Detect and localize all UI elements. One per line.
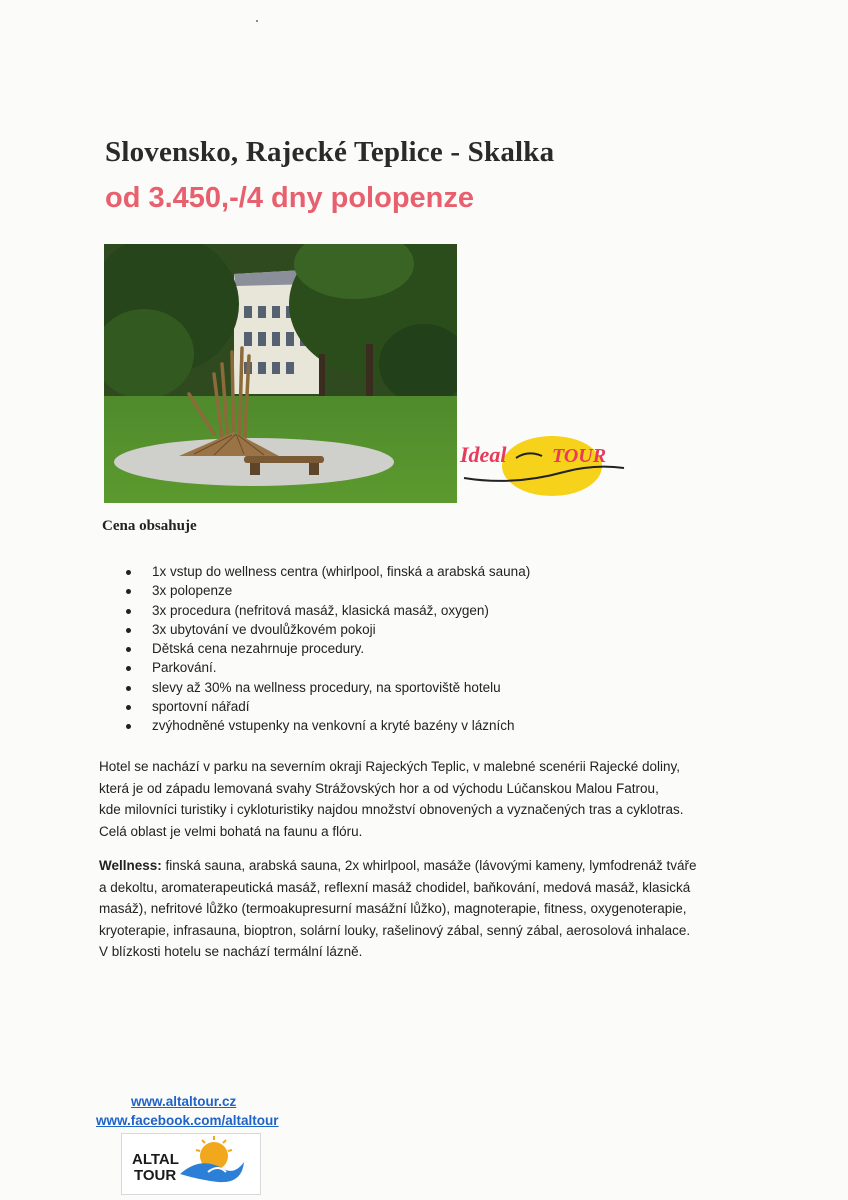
wellness-label: Wellness: bbox=[99, 858, 162, 873]
ideal-logo-text-left: Ideal bbox=[460, 442, 507, 467]
wellness-line: kryoterapie, infrasauna, bioptron, solární louky, rašelinový zábal, senný zábal, aerosolová inhalace. bbox=[99, 922, 691, 938]
includes-list bbox=[118, 562, 530, 736]
list-item: slevy až 30% na wellness procedury, na sportoviště hotelu bbox=[118, 678, 530, 697]
logo-text-altal: ALTAL bbox=[132, 1151, 179, 1168]
price-headline: od 3.450,-/4 dny polopenze bbox=[105, 182, 475, 214]
website-link[interactable]: www.altaltour.cz bbox=[131, 1094, 237, 1109]
logo-text-tour: TOUR bbox=[134, 1167, 177, 1184]
includes-heading: Cena obsahuje bbox=[102, 518, 197, 534]
description-line: Hotel se nachází v parku na severním okraji Rajeckých Teplic, v malebné scenérii Rajecké doliny, bbox=[99, 759, 681, 774]
wellness-line bbox=[99, 855, 739, 877]
description-line: Celá oblast je velmi bohatá na faunu a flóru. bbox=[99, 823, 363, 839]
list-item: Parkování. bbox=[118, 658, 530, 677]
scan-speck bbox=[256, 20, 258, 22]
facebook-link[interactable]: www.facebook.com/altaltour bbox=[96, 1113, 279, 1128]
list-item: 1x vstup do wellness centra (whirlpool, finská a arabská sauna) bbox=[118, 562, 530, 581]
wellness-first-line: finská sauna, arabská sauna, 2x whirlpool, masáže (lávovými kameny, lymfodrenáž tváře bbox=[161, 858, 697, 873]
hotel-photo bbox=[104, 244, 457, 503]
description-line: kde milovníci turistiky i cykloturistiky najdou množství obnovených a vyznačených tras a cyklotras. bbox=[99, 802, 684, 818]
page-title: Slovensko, Rajecké Teplice - Skalka bbox=[105, 136, 555, 168]
hotel-description bbox=[99, 756, 739, 842]
list-item: Dětská cena nezahrnuje procedury. bbox=[118, 639, 530, 658]
ideal-tour-logo bbox=[454, 428, 634, 498]
wellness-paragraph bbox=[99, 855, 739, 963]
altal-tour-logo bbox=[121, 1133, 261, 1195]
wellness-line: V blízkosti hotelu se nachází termální lázně. bbox=[99, 944, 363, 960]
description-line: která je od západu lemovaná svahy Strážovských hor a od východu Lúčanskou Malou Fatrou, bbox=[99, 780, 659, 796]
wellness-line: a dekoltu, aromaterapeutická masáž, reflexní masáž chodidel, baňkování, medová masáž, klasická bbox=[99, 879, 691, 895]
logo-wave-icon bbox=[180, 1162, 244, 1182]
list-item: 3x procedura (nefritová masáž, klasická masáž, oxygen) bbox=[118, 601, 530, 620]
list-item: 3x polopenze bbox=[118, 581, 530, 600]
list-item: zvýhodněné vstupenky na venkovní a kryté bazény v lázních bbox=[118, 716, 530, 735]
ideal-logo-text-right: TOUR bbox=[552, 445, 607, 467]
list-item: 3x ubytování ve dvoulůžkovém pokoji bbox=[118, 620, 530, 639]
wellness-line: masáž), nefritové lůžko (termoakupresurní masážní lůžko), magnoterapie, fitness, oxygenoterapie, bbox=[99, 901, 687, 917]
list-item: sportovní nářadí bbox=[118, 697, 530, 716]
